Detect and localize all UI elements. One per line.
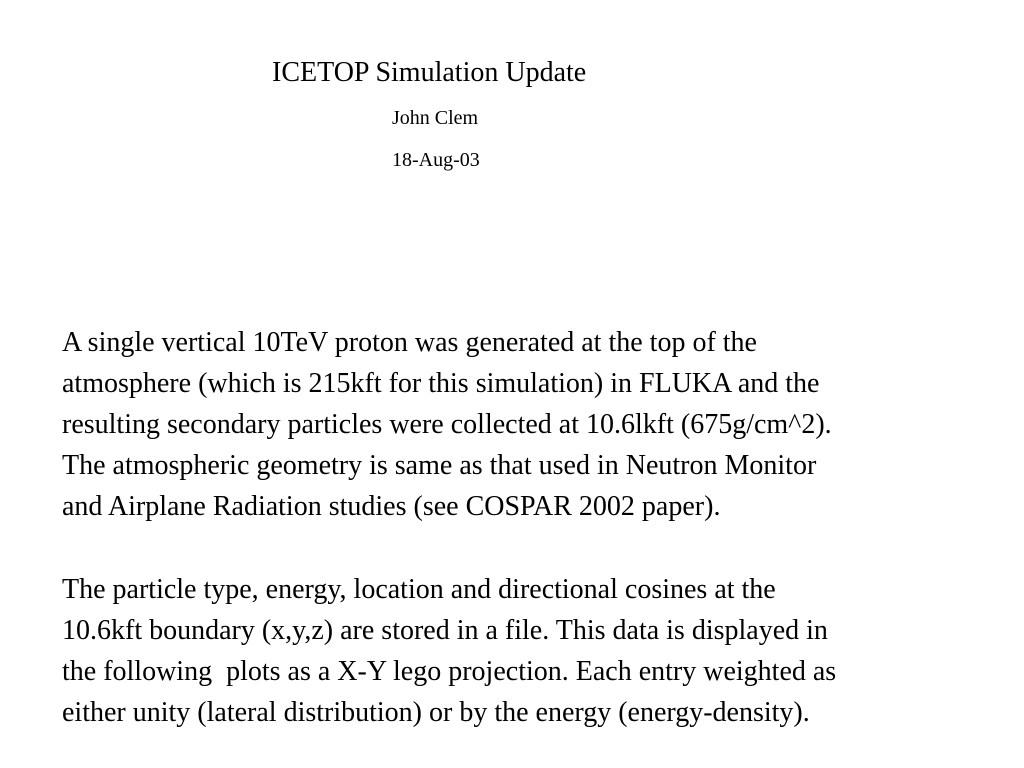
author-name: John Clem — [392, 107, 479, 129]
paragraph-line: The atmospheric geometry is same as that used in Neutron Monitor — [62, 450, 817, 481]
paragraph-line: the following plots as a X-Y lego projection. Each entry weighted as — [62, 656, 837, 687]
paragraph-line: atmosphere (which is 215kft for this simulation) in FLUKA and the — [62, 368, 820, 399]
paragraph-line: A single vertical 10TeV proton was generated at the top of the — [62, 327, 757, 358]
slide-title: ICETOP Simulation Update — [272, 57, 587, 88]
paragraph-line: resulting secondary particles were collected at 10.6lkft (675g/cm^2). — [62, 409, 832, 440]
paragraph-line: The particle type, energy, location and directional cosines at the — [62, 574, 776, 605]
paragraph-line: and Airplane Radiation studies (see COSPAR 2002 paper). — [62, 491, 721, 522]
paragraph-data-description — [62, 569, 1017, 733]
presentation-date: 18-Aug-03 — [392, 149, 480, 171]
paragraph-line: 10.6kft boundary (x,y,z) are stored in a file. This data is displayed in — [62, 615, 828, 646]
paragraph-simulation-setup — [62, 322, 1017, 527]
paragraph-line: either unity (lateral distribution) or by the energy (energy-density). — [62, 697, 810, 728]
